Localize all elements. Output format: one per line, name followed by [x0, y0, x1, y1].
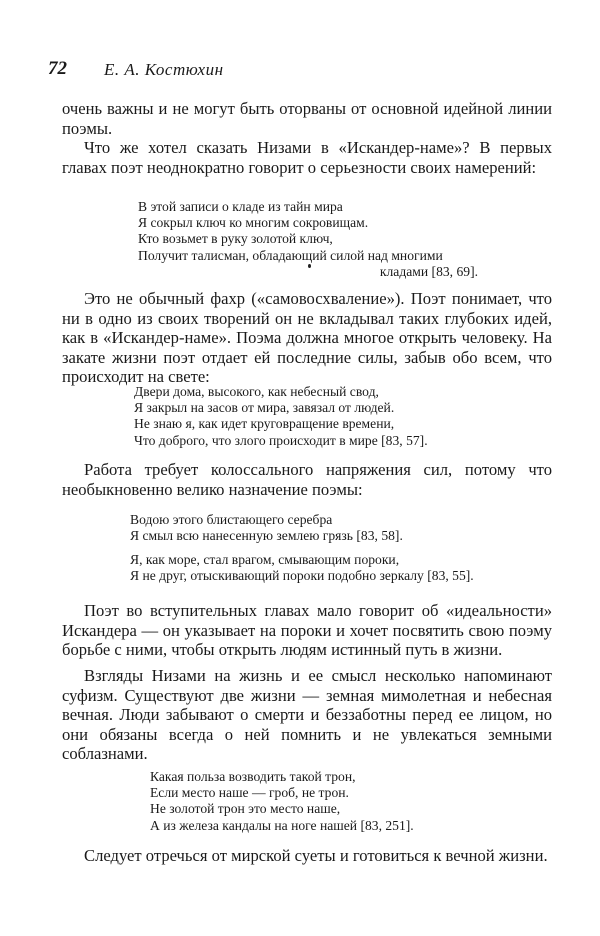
- verse-line: А из железа кандалы на ноге нашей [83, 251].: [150, 817, 414, 833]
- verse-line: В этой записи о кладе из тайн мира: [138, 199, 343, 214]
- paragraph-text: Следует отречься от мирской суеты и готовиться к вечной жизни.: [84, 846, 548, 865]
- verse-3: [130, 512, 510, 544]
- verse-line: Я сокрыл ключ ко многим сокровищам.: [138, 215, 369, 231]
- ink-dot: [308, 264, 311, 268]
- verse-5: [150, 769, 470, 834]
- verse-line: Какая польза возводить такой трон,: [150, 769, 356, 784]
- paragraph-4: [62, 460, 552, 499]
- verse-line: Я закрыл на засов от мира, завязал от людей.: [134, 400, 395, 416]
- paragraph-7: [62, 846, 552, 866]
- paragraph-text: Поэт во вступительных главах мало говорит об «идеальности» Искандера — он указывает на пороки и хочет посвятить свою поэму борьбе с ними, чтобы открыть людям истинный путь в жизни.: [62, 601, 552, 659]
- verse-line: кладами [83, 69].: [379, 263, 478, 279]
- paragraph-text: Взгляды Низами на жизнь и ее смысл несколько напоминают суфизм. Существуют две жизни — земная мимолетная и небесная вечная. Люди забывают о смерти и беззаботны перед ее лицом, но они обязаны всегда о ней помнить и не увлекаться земными соблазнами.: [62, 666, 552, 763]
- verse-line: Что доброго, что злого происходит в мире [83, 57].: [134, 432, 428, 448]
- verse-line: Я смыл всю нанесенную землею грязь [83, 58].: [130, 528, 403, 544]
- running-head-author: Е. А. Костюхин: [104, 60, 224, 79]
- verse-line: Кто возьмет в руку золотой ключ,: [138, 231, 333, 247]
- verse-line: Двери дома, высокого, как небесный свод,: [134, 384, 379, 399]
- verse-line: Не знаю я, как идет круговращение времени,: [134, 416, 395, 432]
- verse-line: Я не друг, отыскивающий пороки подобно зеркалу [83, 55].: [130, 568, 474, 584]
- paragraph-text: Что же хотел сказать Низами в «Искандер-наме»? В первых главах поэт неоднократно говорит о серьезности своих намерений:: [62, 138, 552, 177]
- verse-line: Не золотой трон это место наше,: [150, 801, 341, 817]
- paragraph-text: Работа требует колоссального напряжения сил, потому что необыкновенно велико назначение поэмы:: [62, 460, 552, 499]
- verse-4: [130, 552, 510, 584]
- paragraph-text: Это не обычный фахр («самовосхваление»). Поэт понимает, что ни в одно из своих творений он не вкладывал таких глубоких идей, как в «Искандер-наме». Поэма должна многое открыть человеку. На закате жизни поэт отдает ей последние силы, забыв обо всем, что происходит на свете:: [62, 289, 552, 386]
- paragraph-5: [62, 601, 552, 660]
- verse-2: [134, 384, 464, 449]
- verse-line: Я, как море, стал врагом, смывающим пороки,: [130, 552, 400, 567]
- verse-line: Если место наше — гроб, не трон.: [150, 785, 349, 801]
- paragraph-2: [62, 138, 552, 177]
- page-number: 72: [48, 58, 67, 79]
- paragraph-3: [62, 289, 552, 387]
- verse-line: Получит талисман, обладающий силой над многими: [138, 247, 443, 263]
- paragraph-6: [62, 666, 552, 764]
- paragraph-1: [62, 99, 552, 138]
- verse-line: Водою этого блистающего серебра: [130, 512, 333, 527]
- paragraph-text: очень важны и не могут быть оторваны от основной идейной линии поэмы.: [62, 99, 552, 138]
- running-header: [48, 58, 548, 82]
